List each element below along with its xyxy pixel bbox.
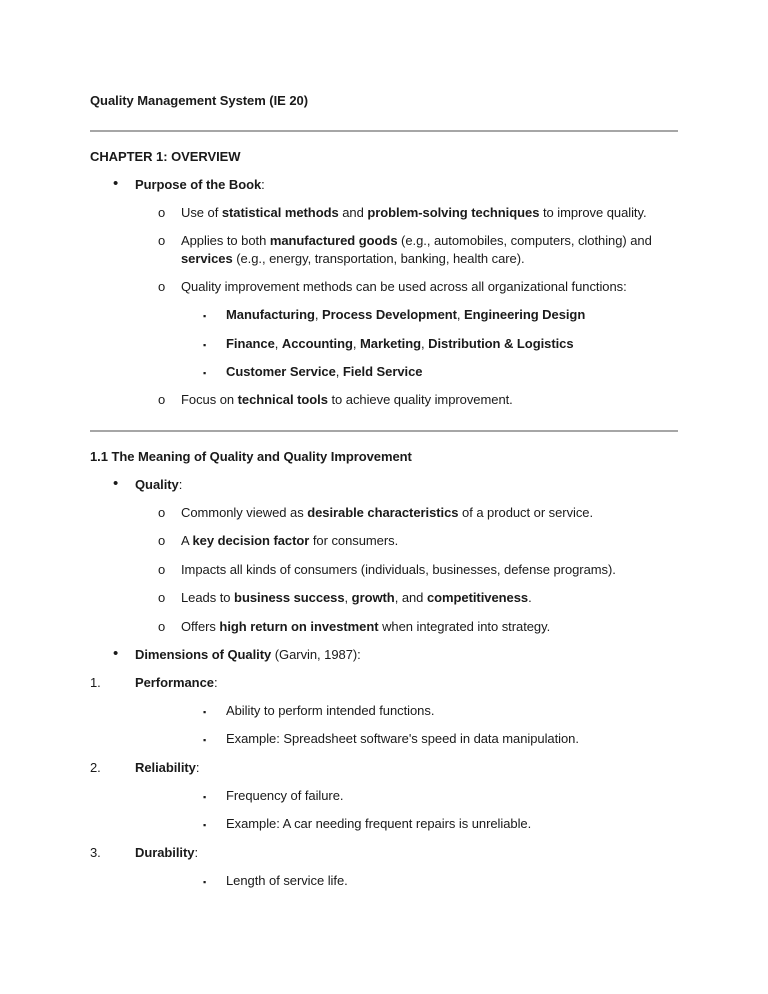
functions-line-3: Customer Service, Field Service	[226, 364, 423, 379]
purpose-point-4: Focus on technical tools to achieve quality improvement.	[181, 392, 513, 407]
functions-line-1: Manufacturing, Process Development, Engineering Design	[226, 307, 586, 322]
dimension-detail: Length of service life.	[226, 873, 348, 888]
dimension-detail: Example: A car needing frequent repairs is unreliable.	[226, 816, 532, 831]
document-title: Quality Management System (IE 20)	[90, 93, 308, 108]
circle-marker: o	[158, 590, 166, 605]
quality-point-3: Impacts all kinds of consumers (individuals, businesses, defense programs).	[181, 562, 616, 577]
functions-line-2: Finance, Accounting, Marketing, Distribution & Logistics	[226, 336, 574, 351]
quality-item: Quality:	[135, 477, 183, 492]
square-marker: ▪	[203, 707, 207, 717]
quality-point-5: Offers high return on investment when integrated into strategy.	[181, 619, 551, 634]
purpose-point-1: Use of statistical methods and problem-solving techniques to improve quality.	[181, 205, 647, 220]
dimension-performance: Performance:	[135, 675, 218, 690]
quality-point-1: Commonly viewed as desirable characteristics of a product or service.	[181, 505, 594, 520]
circle-marker: o	[158, 533, 166, 548]
chapter-heading: CHAPTER 1: OVERVIEW	[90, 149, 241, 164]
bullet-marker: •	[113, 175, 119, 192]
purpose-point-2-line-2: services (e.g., energy, transportation, banking, health care).	[181, 251, 525, 266]
quality-point-4: Leads to business success, growth, and competitiveness.	[181, 590, 532, 605]
square-marker: ▪	[203, 368, 207, 378]
circle-marker: o	[158, 392, 166, 407]
section-heading: 1.1 The Meaning of Quality and Quality Improvement	[90, 449, 412, 464]
square-marker: ▪	[203, 820, 207, 830]
purpose-point-2-line-1: Applies to both manufactured goods (e.g., automobiles, computers, clothing) and	[181, 233, 652, 248]
dimension-detail: Frequency of failure.	[226, 788, 344, 803]
dimensions-item: Dimensions of Quality (Garvin, 1987):	[135, 647, 361, 662]
dimension-detail: Example: Spreadsheet software's speed in data manipulation.	[226, 731, 579, 746]
circle-marker: o	[158, 505, 166, 520]
bullet-marker: •	[113, 475, 119, 492]
dimension-durability: Durability:	[135, 845, 199, 860]
purpose-point-3: Quality improvement methods can be used across all organizational functions:	[181, 279, 627, 294]
circle-marker: o	[158, 619, 166, 634]
purpose-item: Purpose of the Book:	[135, 177, 265, 192]
dimension-reliability: Reliability:	[135, 760, 200, 775]
divider	[90, 130, 678, 132]
circle-marker: o	[158, 233, 166, 248]
circle-marker: o	[158, 205, 166, 220]
bullet-marker: •	[113, 645, 119, 662]
circle-marker: o	[158, 279, 166, 294]
square-marker: ▪	[203, 792, 207, 802]
square-marker: ▪	[203, 735, 207, 745]
circle-marker: o	[158, 562, 166, 577]
quality-point-2: A key decision factor for consumers.	[181, 533, 399, 548]
square-marker: ▪	[203, 877, 207, 887]
dimension-number: 2.	[90, 760, 101, 775]
square-marker: ▪	[203, 340, 207, 350]
dimension-detail: Ability to perform intended functions.	[226, 703, 435, 718]
divider	[90, 430, 678, 432]
dimension-number: 1.	[90, 675, 101, 690]
dimension-number: 3.	[90, 845, 101, 860]
square-marker: ▪	[203, 311, 207, 321]
